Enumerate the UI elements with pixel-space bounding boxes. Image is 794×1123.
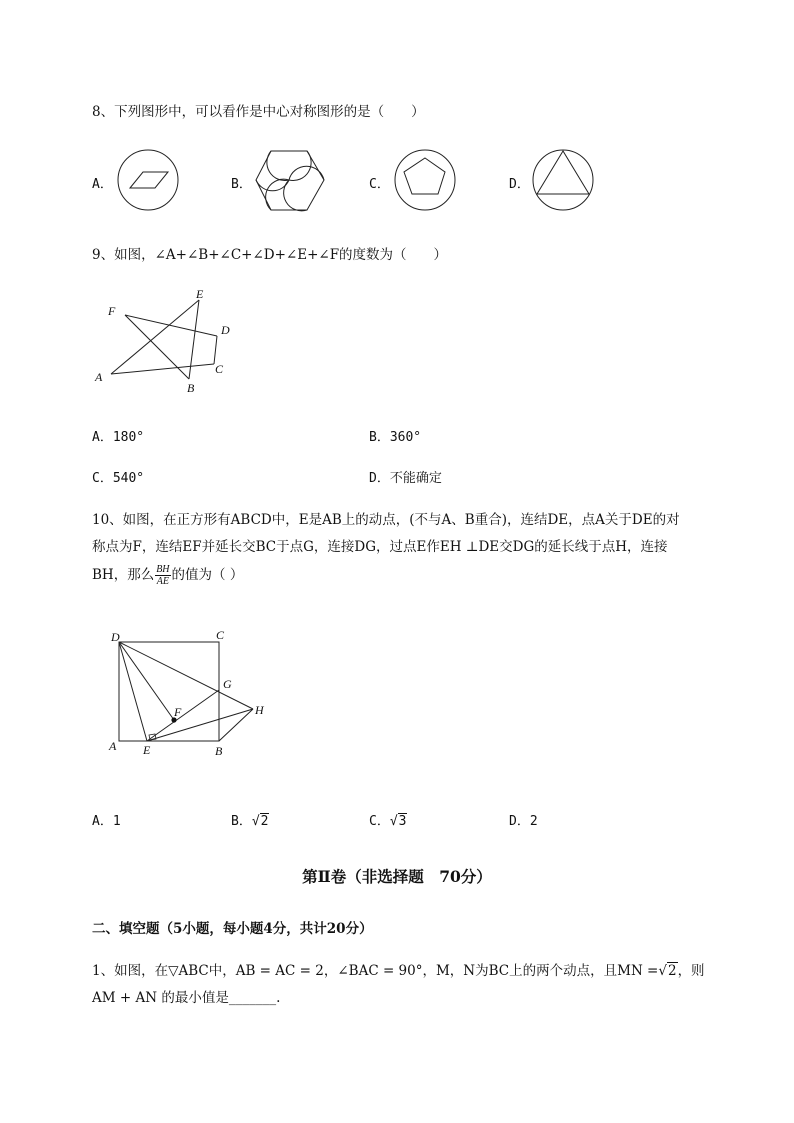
q9-label-f: F	[108, 304, 116, 318]
fill1-sqrt: √2	[658, 963, 677, 979]
q10-fraction-denominator: AE	[156, 576, 169, 587]
q9-label-e: E	[196, 287, 204, 301]
fill1-line1-main: 1、如图，在▽ABC中，AB = AC = 2，∠BAC = 90°，M，N为BC上的两个动点，且MN =	[92, 963, 659, 979]
fill1-line2: AM + AN 的最小值是_______.	[92, 990, 281, 1006]
q10-stem-line3-post: 的值为（ ）	[171, 567, 244, 583]
section-title: 第Ⅱ卷（非选择题 70分）	[302, 867, 492, 886]
q8-option-b-figure	[254, 148, 326, 214]
q9-label-d: D	[221, 323, 230, 337]
q9-label-b: B	[187, 381, 195, 395]
q10-label-f: F	[174, 705, 182, 719]
q10-label-g: G	[223, 677, 232, 691]
q9-stem: 9、如图，∠A+∠B+∠C+∠D+∠E+∠F的度数为（ ）	[92, 247, 448, 263]
q10-option-c-label: C．	[369, 814, 390, 829]
q9-option-b[interactable]: B．360°	[369, 430, 422, 445]
q10-stem-line3	[92, 563, 243, 587]
fill1-line1-end: ，则	[677, 963, 705, 979]
fill1-radicand: 2	[667, 963, 677, 979]
q8-option-d-label[interactable]: D．	[509, 177, 530, 192]
q9-label-a: A	[95, 370, 103, 384]
q8-option-a-label[interactable]: A．	[92, 177, 113, 192]
q8-option-b-label[interactable]: B．	[231, 177, 252, 192]
q10-label-e: E	[143, 743, 151, 757]
q10-option-a[interactable]: A．1	[92, 814, 121, 829]
q10-label-h: H	[255, 703, 264, 717]
q10-label-b: B	[215, 744, 223, 758]
q10-option-b-label: B．	[231, 814, 252, 829]
q10-option-b-radicand: 2	[260, 814, 269, 829]
q10-figure	[106, 626, 270, 758]
q9-option-a[interactable]: A．180°	[92, 430, 145, 445]
q10-stem-line1: 10、如图，在正方形有ABCD中，E是AB上的动点，(不与A、B重合)，连结DE，点A关于DE的对	[92, 512, 680, 528]
q10-option-c[interactable]	[369, 810, 407, 829]
q10-stem-line3-pre: BH，那么	[92, 567, 155, 583]
q10-option-d[interactable]: D．2	[509, 814, 538, 829]
q10-label-c: C	[216, 628, 225, 642]
q10-label-a: A	[109, 739, 117, 753]
q9-option-d[interactable]: D．不能确定	[369, 471, 442, 486]
q8-option-d-figure	[531, 148, 597, 212]
q10-label-d: D	[111, 630, 120, 644]
q8-stem: 8、下列图形中，可以看作是中心对称图形的是（ ）	[92, 104, 425, 120]
q10-fraction-numerator: BH	[156, 564, 170, 575]
q10-option-b[interactable]	[231, 810, 269, 829]
q10-option-b-sqrt: √2	[251, 814, 269, 829]
q8-option-c-label[interactable]: C．	[369, 177, 390, 192]
q9-figure	[90, 284, 250, 398]
q10-fraction	[155, 564, 170, 587]
q9-label-c: C	[215, 362, 224, 376]
q8-option-a-figure	[116, 148, 182, 212]
q8-option-c-figure	[393, 148, 459, 212]
q10-stem-line2: 称点为F，连结EF并延长交BC于点G，连接DG，过点E作EH ⊥DE交DG的延长线于点H，连接	[92, 539, 668, 555]
part2-heading: 二、填空题（5小题，每小题4分，共计20分）	[92, 921, 373, 937]
q10-option-c-sqrt: √3	[389, 814, 407, 829]
q10-option-c-radicand: 3	[398, 814, 407, 829]
fill1-line1	[92, 959, 705, 979]
q9-option-c[interactable]: C．540°	[92, 471, 145, 486]
